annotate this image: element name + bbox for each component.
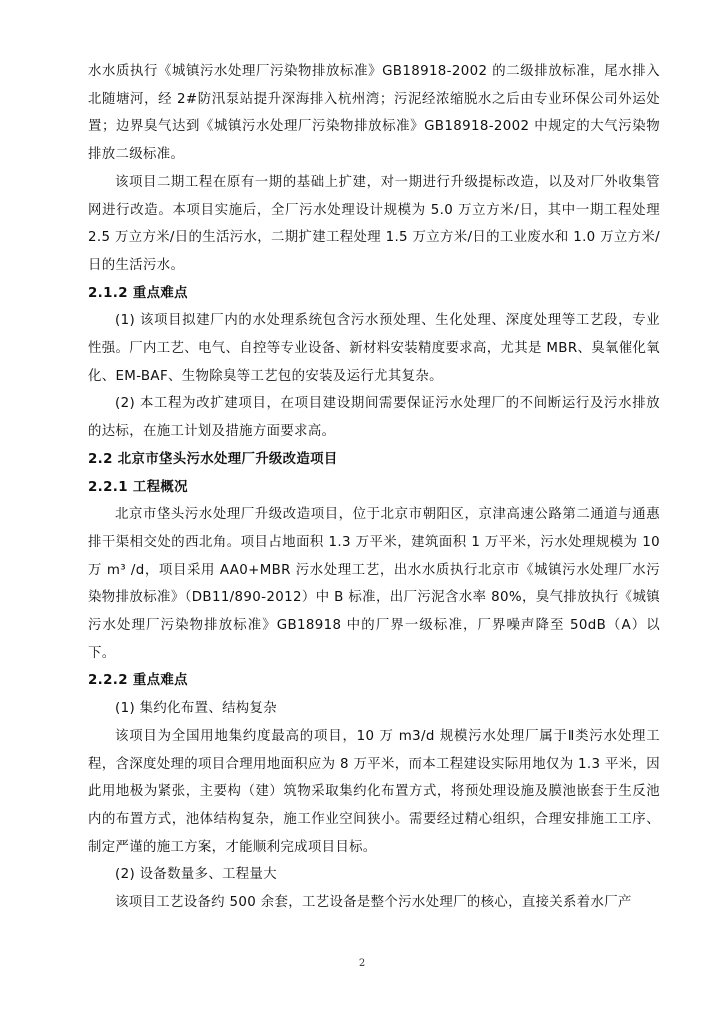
list-item-equipment-quantity: (2) 设备数量多、工程量大	[115, 867, 278, 883]
list-item-intensive-layout: (1) 集约化布置、结构复杂	[115, 701, 278, 717]
paragraph-intensive-layout: 该项目为全国用地集约度最高的项目，10 万 m3/d 规模污水处理厂属于Ⅱ类污水处理工程，含深度处理的项目合理用地面积应为 8 万平米，而本工程建设实际用地仅为 1.3 平米，因此用地极为紧张，主要构（建）筑物采取集约化布置方式，将预处理设施及膜池嵌套于生反池内的布置方式，池体结构复杂，施工作业空间狭小。需要经过精心组织，合理安排施工工序、制定严谨的施工方案，才能顺利完成项目目标。	[88, 728, 660, 855]
page-body	[88, 58, 660, 917]
paragraph-effluent-standards: 水水质执行《城镇污水处理厂污染物排放标准》GB18918-2002 的二级排放标准，尾水排入北随塘河，经 2#防汛泵站提升深海排入杭州湾；污泥经浓缩脱水之后由专业环保公司外运处置；边界臭气达到《城镇污水处理厂污染物排放标准》GB18918-2002 中规定的大气污染物排放二级标准。	[88, 64, 660, 163]
paragraph-difficulty-2: (2) 本工程为改扩建项目，在项目建设期间需要保证污水处理厂的不间断运行及污水排放的达标，在施工计划及措施方面要求高。	[88, 396, 660, 440]
heading-2-1-2: 2.1.2 重点难点	[88, 285, 188, 301]
paragraph-equipment-quantity: 该项目工艺设备约 500 余套，工艺设备是整个污水处理厂的核心，直接关系着水厂产	[115, 895, 632, 911]
paragraph-project-overview: 北京市垡头污水处理厂升级改造项目，位于北京市朝阳区，京津高速公路第二通道与通惠排干渠相交处的西北角。项目占地面积 1.3 万平米，建筑面积 1 万平米，污水处理规模为 10 万 m³ /d，项目采用 AA0+MBR 污水处理工艺，出水水质执行北京市《城镇污水处理厂水污染物排放标准》（DB11/890-2012）中 B 标准，出厂污泥含水率 80%，臭气排放执行《城镇污水处理厂污染物排放标准》GB18918 中的厂界一级标准，厂界噪声降至 50dB（A）以下。	[88, 507, 660, 661]
paragraph-difficulty-1: (1) 该项目拟建厂内的水处理系统包含污水预处理、生化处理、深度处理等工艺段，专业性强。厂内工艺、电气、自控等专业设备、新材料安装精度要求高，尤其是 MBR、臭氧催化氧化、EM-BAF、生物除臭等工艺包的安装及运行尤其复杂。	[88, 313, 660, 384]
paragraph-phase-two-expansion: 该项目二期工程在原有一期的基础上扩建，对一期进行升级提标改造，以及对厂外收集管网进行改造。本项目实施后，全厂污水处理设计规模为 5.0 万立方米/日，其中一期工程处理 2.5 万立方米/日的生活污水，二期扩建工程处理 1.5 万立方米/日的工业废水和 1.0 万立方米/日的生活污水。	[88, 174, 660, 273]
heading-2-2-2: 2.2.2 重点难点	[88, 673, 188, 689]
page-number: 2	[358, 958, 366, 969]
heading-2-2: 2.2 北京市垡头污水处理厂升级改造项目	[88, 451, 338, 467]
heading-2-2-1: 2.2.1 工程概况	[88, 479, 188, 495]
